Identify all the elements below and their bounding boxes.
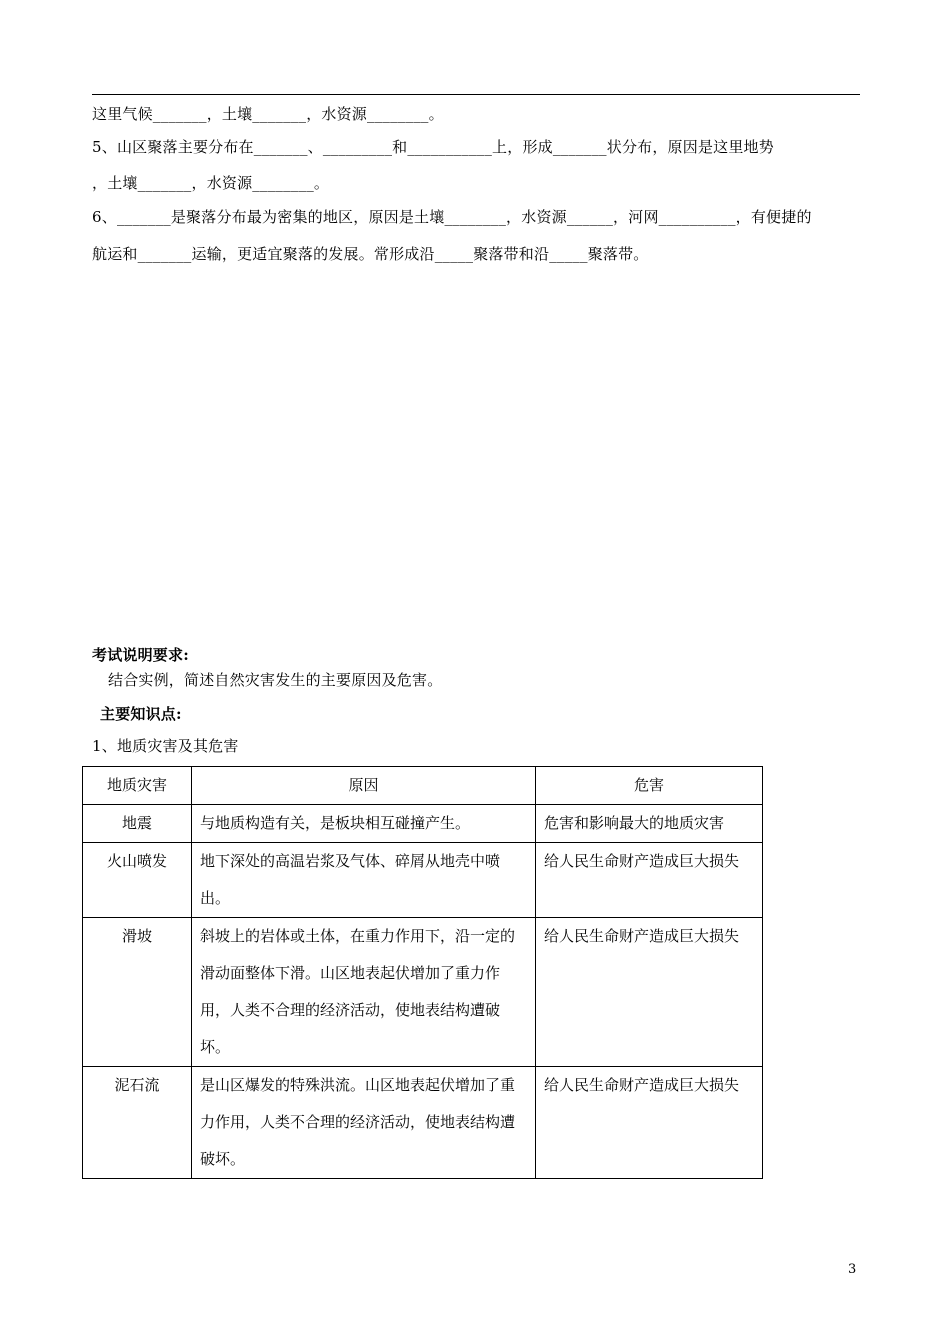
disaster-harm: 给人民生命财产造成巨大损失 bbox=[536, 843, 763, 918]
header-disaster: 地质灾害 bbox=[83, 767, 192, 805]
table-header-row bbox=[83, 767, 763, 805]
disaster-name: 滑坡 bbox=[83, 918, 192, 1067]
header-harm: 危害 bbox=[536, 767, 763, 805]
table-row bbox=[83, 843, 763, 918]
table-row bbox=[83, 1067, 763, 1179]
fill-in-line-3: ，土壤_______，水资源________。 bbox=[92, 174, 330, 192]
header-cause: 原因 bbox=[192, 767, 536, 805]
disaster-name: 地震 bbox=[83, 805, 192, 843]
page-number: 3 bbox=[848, 1262, 857, 1277]
fill-in-line-1: 这里气候_______，土壤_______，水资源________。 bbox=[92, 105, 444, 123]
exam-requirement: 结合实例，简述自然灾害发生的主要原因及危害。 bbox=[108, 671, 443, 689]
disaster-name: 泥石流 bbox=[83, 1067, 192, 1179]
disaster-harm: 危害和影响最大的地质灾害 bbox=[536, 805, 763, 843]
header-rule bbox=[92, 94, 860, 95]
disaster-cause: 与地质构造有关，是板块相互碰撞产生。 bbox=[192, 805, 536, 843]
disaster-cause: 是山区爆发的特殊洪流。山区地表起伏增加了重力作用，人类不合理的经济活动，使地表结构遭破坏。 bbox=[192, 1067, 536, 1179]
disaster-name: 火山喷发 bbox=[83, 843, 192, 918]
table-row bbox=[83, 918, 763, 1067]
fill-in-line-4: 6、_______是聚落分布最为密集的地区，原因是土壤________，水资源______，河网__________，有便捷的 bbox=[92, 208, 812, 226]
fill-in-line-5: 航运和_______运输，更适宜聚落的发展。常形成沿_____聚落带和沿_____聚落带。 bbox=[92, 245, 649, 263]
knowledge-heading: 主要知识点: bbox=[100, 705, 182, 723]
disaster-harm: 给人民生命财产造成巨大损失 bbox=[536, 1067, 763, 1179]
disaster-cause: 地下深处的高温岩浆及气体、碎屑从地壳中喷出。 bbox=[192, 843, 536, 918]
table-row bbox=[83, 805, 763, 843]
disaster-cause: 斜坡上的岩体或土体，在重力作用下，沿一定的滑动面整体下滑。山区地表起伏增加了重力作用，人类不合理的经济活动，使地表结构遭破坏。 bbox=[192, 918, 536, 1067]
geo-disaster-table bbox=[82, 766, 763, 1179]
section-title: 1、地质灾害及其危害 bbox=[92, 737, 239, 755]
exam-heading: 考试说明要求: bbox=[92, 646, 189, 664]
fill-in-line-2: 5、山区聚落主要分布在_______、_________和___________上，形成_______状分布，原因是这里地势 bbox=[92, 138, 774, 156]
disaster-harm: 给人民生命财产造成巨大损失 bbox=[536, 918, 763, 1067]
